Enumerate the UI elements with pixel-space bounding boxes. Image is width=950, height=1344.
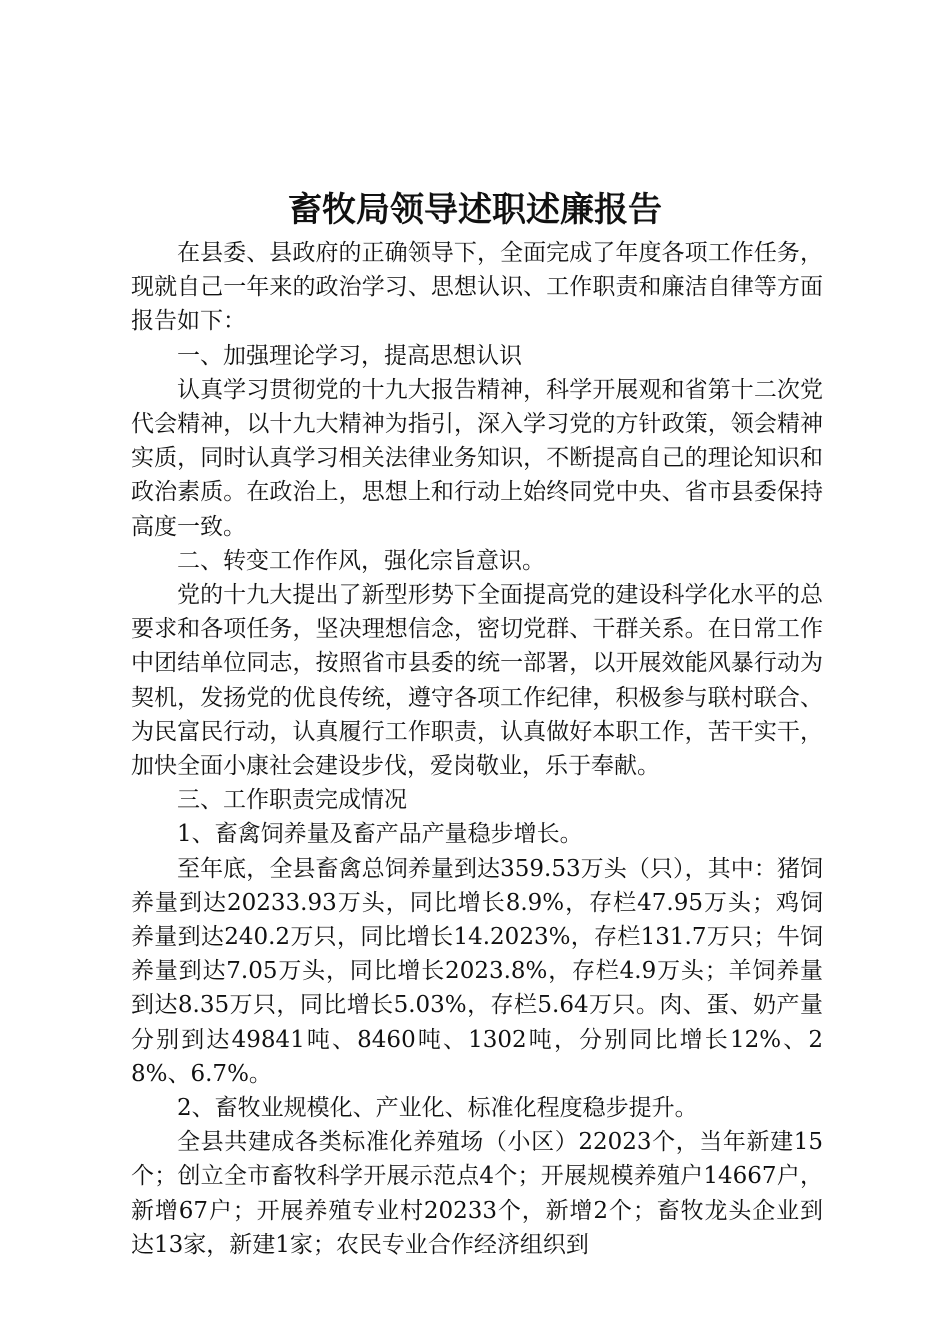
section-heading-2: 二、转变工作作风，强化宗旨意识。 [177, 547, 545, 574]
paragraph-livestock-figures: 至年底，全县畜禽总饲养量到达359.53万头（只），其中：猪饲养量到达20233.93万头，同比增长8.9%，存栏47.95万头；鸡饲养量到达240.2万只，同比增长14.2023%，存栏131.7万只；牛饲养量到达7.05万头，同比增长2023.8%，存栏4.9万头；羊饲养量到达8.35万只，同比增长5.03%，存栏5.64万只。肉、蛋、奶产量分别到达49841吨、8460吨、1302吨，分别同比增长12%、28%、6.7%。 [131, 855, 823, 1087]
subheading-2: 2、畜牧业规模化、产业化、标准化程度稳步提升。 [177, 1095, 698, 1122]
section-heading-1: 一、加强理论学习，提高思想认识 [177, 342, 522, 369]
paragraph-study: 认真学习贯彻党的十九大报告精神，科学开展观和省第十二次党代会精神，以十九大精神为指引，深入学习党的方针政策，领会精神实质，同时认真学习相关法律业务知识，不断提高自己的理论知识和政治素质。在政治上，思想上和行动上始终同党中央、省市县委保持高度一致。 [131, 376, 823, 540]
document-body [131, 236, 823, 1262]
paragraph-work-style: 党的十九大提出了新型形势下全面提高党的建设科学化水平的总要求和各项任务，坚决理想信念，密切党群、干群关系。在日常工作中团结单位同志，按照省市县委的统一部署，以开展效能风暴行动为契机，发扬党的优良传统，遵守各项工作纪律，积极参与联村联合、为民富民行动，认真履行工作职责，认真做好本职工作，苦干实干，加快全面小康社会建设步伐，爱岗敬业，乐于奉献。 [131, 582, 823, 780]
subheading-1: 1、畜禽饲养量及畜产品产量稳步增长。 [177, 821, 583, 848]
section-heading-3: 三、工作职责完成情况 [177, 787, 407, 814]
paragraph-standardization: 全县共建成各类标准化养殖场（小区）22023个，当年新建15个；创立全市畜牧科学开展示范点4个；开展规模养殖户14667户，新增67户；开展养殖专业村20233个，新增2个；畜牧龙头企业到达13家，新建1家；农民专业合作经济组织到 [131, 1129, 823, 1258]
paragraph-intro: 在县委、县政府的正确领导下，全面完成了年度各项工作任务，现就自己一年来的政治学习、思想认识、工作职责和廉洁自律等方面报告如下： [131, 240, 823, 335]
document-title: 畜牧局领导述职述廉报告 [288, 190, 662, 230]
